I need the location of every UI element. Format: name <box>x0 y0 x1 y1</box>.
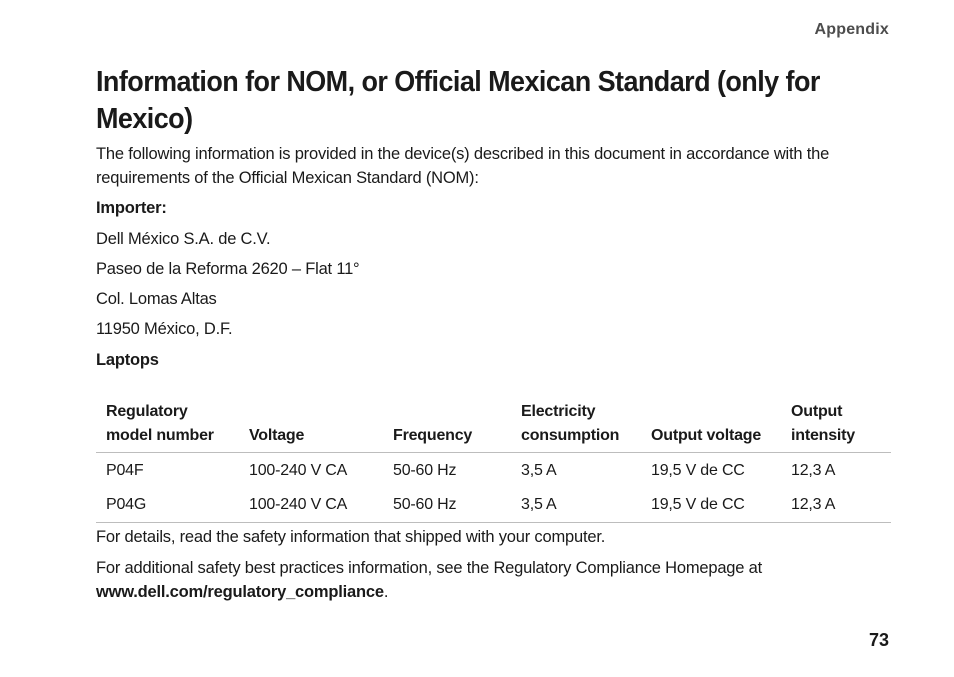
regulatory-compliance-link[interactable]: www.dell.com/regulatory_compliance <box>96 583 384 601</box>
sentence-end: . <box>383 583 389 601</box>
header-frequency: Frequency <box>383 398 511 453</box>
cell-output-intensity: 12,3 A <box>791 462 836 479</box>
table-row <box>96 453 891 488</box>
header-regulatory-model-number: Regulatory model number <box>96 398 239 453</box>
laptops-label: Laptops <box>96 351 159 369</box>
specifications-table <box>96 398 891 523</box>
importer-address-line: Dell México S.A. de C.V. <box>96 230 271 248</box>
header-output-voltage: Output voltage <box>641 398 781 453</box>
details-paragraph: For details, read the safety information that shipped with your computer. <box>96 528 606 546</box>
cell-output-intensity: 12,3 A <box>781 487 891 523</box>
additional-info-paragraph <box>96 556 886 604</box>
cell-voltage: 100-240 V CA <box>249 462 348 479</box>
cell-consumption: 3,5 A <box>511 487 641 523</box>
importer-address-line: 11950 México, D.F. <box>96 320 233 338</box>
cell-voltage: 100-240 V CA <box>239 487 383 523</box>
header-voltage: Voltage <box>239 398 383 453</box>
importer-address-line: Col. Lomas Altas <box>96 290 217 308</box>
header-output-intensity: Output intensity <box>781 398 891 453</box>
cell-frequency: 50-60 Hz <box>383 487 511 523</box>
cell-consumption: 3,5 A <box>521 462 557 479</box>
table-row <box>96 487 891 523</box>
page-number: 73 <box>868 630 889 650</box>
table-header-row <box>96 398 891 453</box>
header-electricity-consumption: Electricity consumption <box>511 398 641 453</box>
cell-output-voltage: 19,5 V de CC <box>641 487 781 523</box>
additional-info-text: For additional safety best practices information, see the Regulatory Compliance Homepage at <box>96 559 762 577</box>
intro-paragraph: The following information is provided in the device(s) described in this document in accordance with the requirements of the Official Mexican Standard (NOM): <box>96 145 830 187</box>
cell-output-voltage: 19,5 V de CC <box>651 462 745 479</box>
cell-frequency: 50-60 Hz <box>393 462 457 479</box>
section-label: Appendix <box>814 21 889 38</box>
cell-model: P04F <box>106 462 144 479</box>
importer-label: Importer: <box>96 199 167 217</box>
cell-model: P04G <box>96 487 239 523</box>
importer-address-line: Paseo de la Reforma 2620 – Flat 11° <box>96 260 360 278</box>
page-title: Information for NOM, or Official Mexican Standard (only for Mexico) <box>96 66 820 135</box>
